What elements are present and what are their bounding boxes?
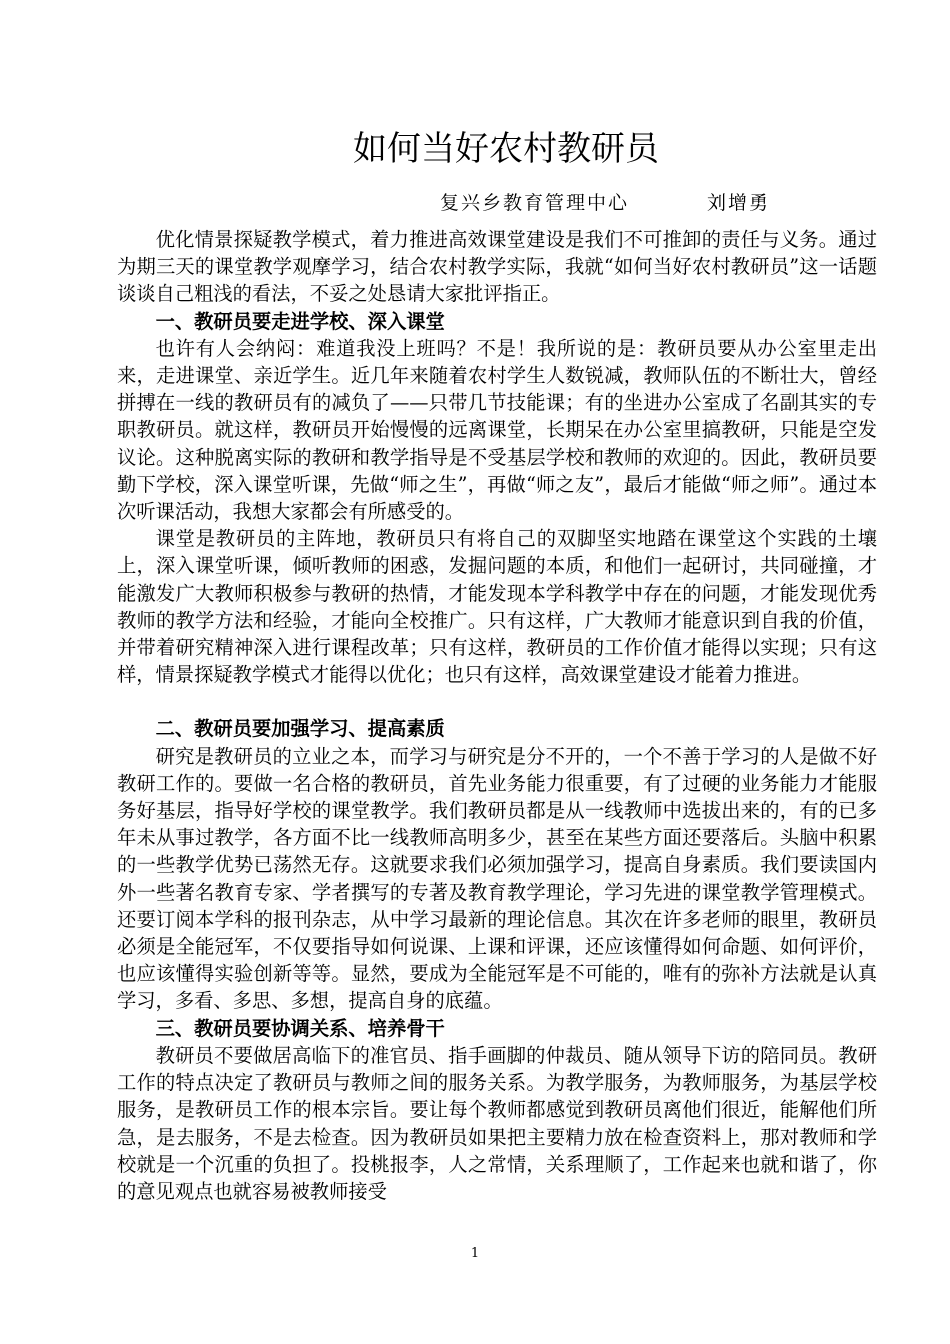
- section-2-heading: 二、教研员要加强学习、提高素质: [155, 717, 445, 741]
- intro-paragraph: 优化情景探疑教学模式，着力推进高效课堂建设是我们不可推卸的责任与义务。通过为期三天的课堂教学观摩学习，结合农村教学实际，我就“如何当好农村教研员”这一话题谈谈自己粗浅的看法，不妥之处恳请大家批评指正。: [117, 228, 877, 306]
- document-page: [117, 120, 877, 1205]
- section-1-paragraph-2: 课堂是教研员的主阵地，教研员只有将自己的双脚坚实地踏在课堂这个实践的土壤上，深入课堂听课，倾听教师的困惑，发掘问题的本质，和他们一起研讨，共同碰撞，才能激发广大教师积极参与教研的热情，才能发现本学科教学中存在的问题，才能发现优秀教师的教学方法和经验，才能向全校推广。只有这样，广大教师才能意识到自我的价值，并带着研究精神深入进行课程改革；只有这样，教研员的工作价值才能得以实现；只有这样，情景探疑教学模式才能得以优化；也只有这样，高效课堂建设才能着力推进。: [117, 527, 877, 687]
- author-organization: 复兴乡教育管理中心: [440, 192, 630, 214]
- section-1-heading: 一、教研员要走进学校、深入课堂: [155, 309, 445, 333]
- page-number: 1: [470, 1246, 480, 1261]
- author-name: 刘增勇: [707, 192, 771, 214]
- section-2-paragraph-1: 研究是教研员的立业之本，而学习与研究是分不开的，一个不善于学习的人是做不好教研工作的。要做一名合格的教研员，首先业务能力很重要，有了过硬的业务能力才能服务好基层，指导好学校的课堂教学。我们教研员都是从一线教师中选拔出来的，有的已多年未从事过教学，各方面不比一线教师高明多少，甚至在某些方面还要落后。头脑中积累的一些教学优势已荡然无存。这就要求我们必须加强学习，提高自身素质。我们要读国内外一些著名教育专家、学者撰写的专著及教育教学理论，学习先进的课堂教学管理模式。还要订阅本学科的报刊杂志，从中学习最新的理论信息。其次在许多老师的眼里，教研员必须是全能冠军，不仅要指导如何说课、上课和评课，还应该懂得如何命题、如何评价，也应该懂得实验创新等等。显然，要成为全能冠军是不可能的，唯有的弥补方法就是认真学习，多看、多思、多想，提高自身的底蕴。: [117, 744, 877, 1013]
- document-title: 如何当好农村教研员: [353, 129, 659, 169]
- blank-line: [117, 688, 877, 715]
- author-line: [117, 188, 877, 218]
- document-body: [117, 226, 877, 1205]
- section-1-paragraph-1: 也许有人会纳闷：难道我没上班吗？不是！我所说的是：教研员要从办公室里走出来，走进课堂、亲近学生。近几年来随着农村学生人数锐减，教师队伍的不断壮大，曾经拼搏在一线的教研员有的减负了——只带几节技能课；有的坐进办公室成了名副其实的专职教研员。就这样，教研员开始慢慢的远离课堂，长期呆在办公室里搞教研，只能是空发议论。这种脱离实际的教研和教学指导是不受基层学校和教师的欢迎的。因此，教研员要勤下学校，深入课堂听课，先做“师之生”，再做“师之友”，最后才能做“师之师”。通过本次听课活动，我想大家都会有所感受的。: [117, 336, 877, 524]
- section-3-paragraph-1: 教研员不要做居高临下的准官员、指手画脚的仲裁员、随从领导下访的陪同员。教研工作的特点决定了教研员与教师之间的服务关系。为教学服务，为教师服务，为基层学校服务，是教研员工作的根本宗旨。要让每个教师都感觉到教研员离他们很近，能解他们所急，是去服务，不是去检查。因为教研员如果把主要精力放在检查资料上，那对教师和学校就是一个沉重的负担了。投桃报李，人之常情，关系理顺了，工作起来也就和谐了，你的意见观点也就容易被教师接受: [117, 1043, 877, 1203]
- section-3-heading: 三、教研员要协调关系、培养骨干: [155, 1016, 445, 1040]
